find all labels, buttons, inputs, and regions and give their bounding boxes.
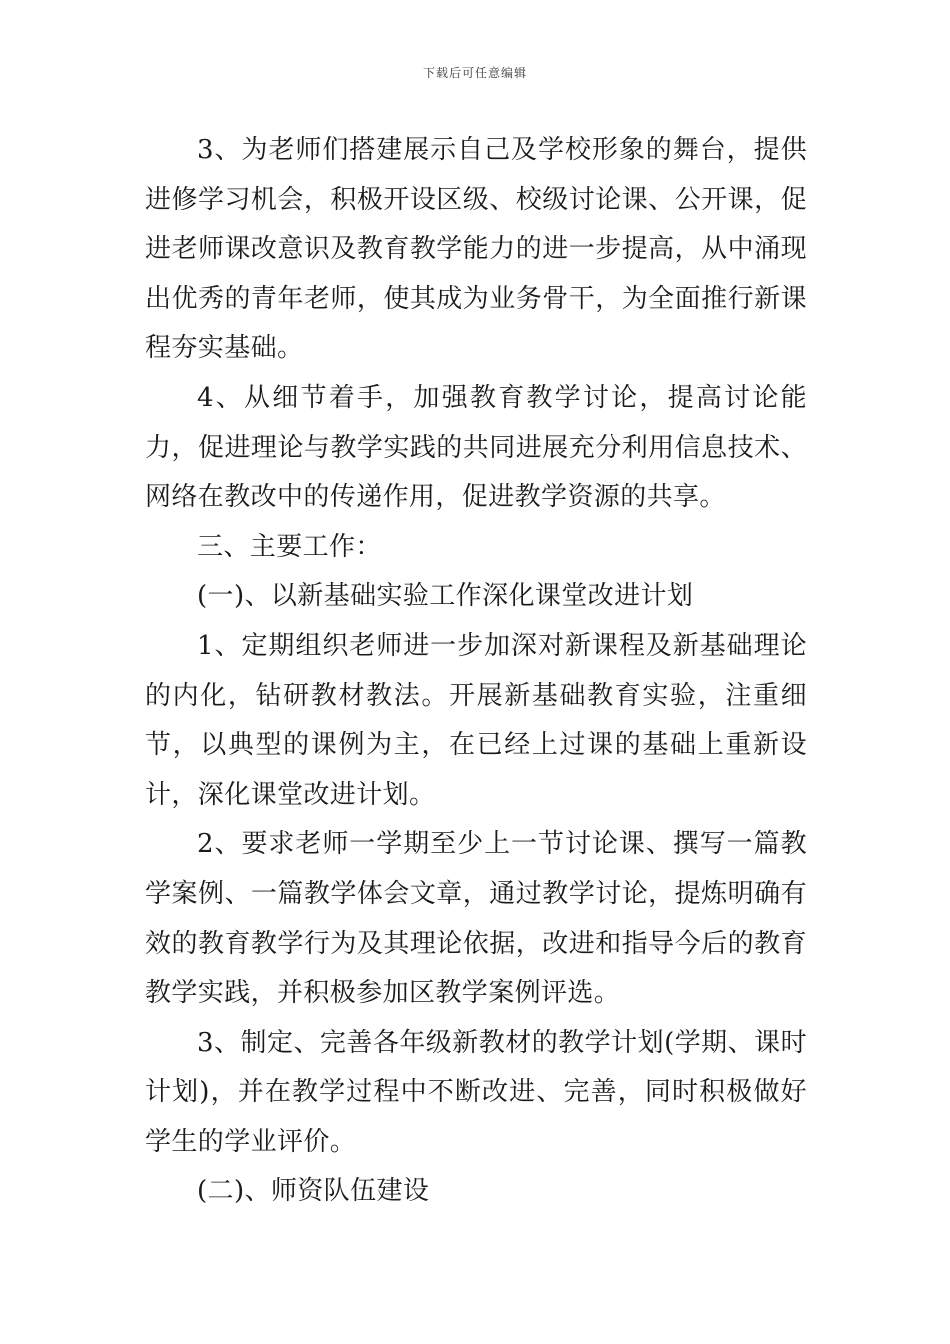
paragraph-goal-4: 4、从细节着手，加强教育教学讨论，提高讨论能力，促进理论与教学实践的共同进展充分利用信息技术、网络在教改中的传递作用，促进教学资源的共享。 <box>145 382 807 513</box>
paragraph-work-2: 2、要求老师一学期至少上一节讨论课、撰写一篇教学案例、一篇教学体会文章，通过教学讨论，提炼明确有效的教育教学行为及其理论依据，改进和指导今后的教育教学实践，并积极参加区教学案例评选。 <box>145 829 807 1009</box>
paragraph-work-3: 3、制定、完善各年级新教材的教学计划(学期、课时计划)，并在教学过程中不断改进、完善，同时积极做好学生的学业评价。 <box>145 1027 807 1157</box>
subsection-heading-1: (一)、以新基础实验工作深化课堂改进计划 <box>197 581 694 612</box>
paragraph-goal-3: 3、为老师们搭建展示自己及学校形象的舞台，提供进修学习机会，积极开设区级、校级讨论课、公开课，促进老师课改意识及教育教学能力的进一步提高，从中涌现出优秀的青年老师，使其成为业务骨干，为全面推行新课程夯实基础。 <box>145 135 807 364</box>
paragraph-work-1: 1、定期组织老师进一步加深对新课程及新基础理论的内化，钻研教材教法。开展新基础教育实验，注重细节，以典型的课例为主，在已经上过课的基础上重新设计，深化课堂改进计划。 <box>145 630 807 810</box>
section-heading-main-work: 三、主要工作： <box>197 531 382 562</box>
subsection-heading-2: (二)、师资队伍建设 <box>197 1176 430 1207</box>
document-body <box>145 126 807 1217</box>
page-header-note: 下载后可任意编辑 <box>422 66 527 80</box>
